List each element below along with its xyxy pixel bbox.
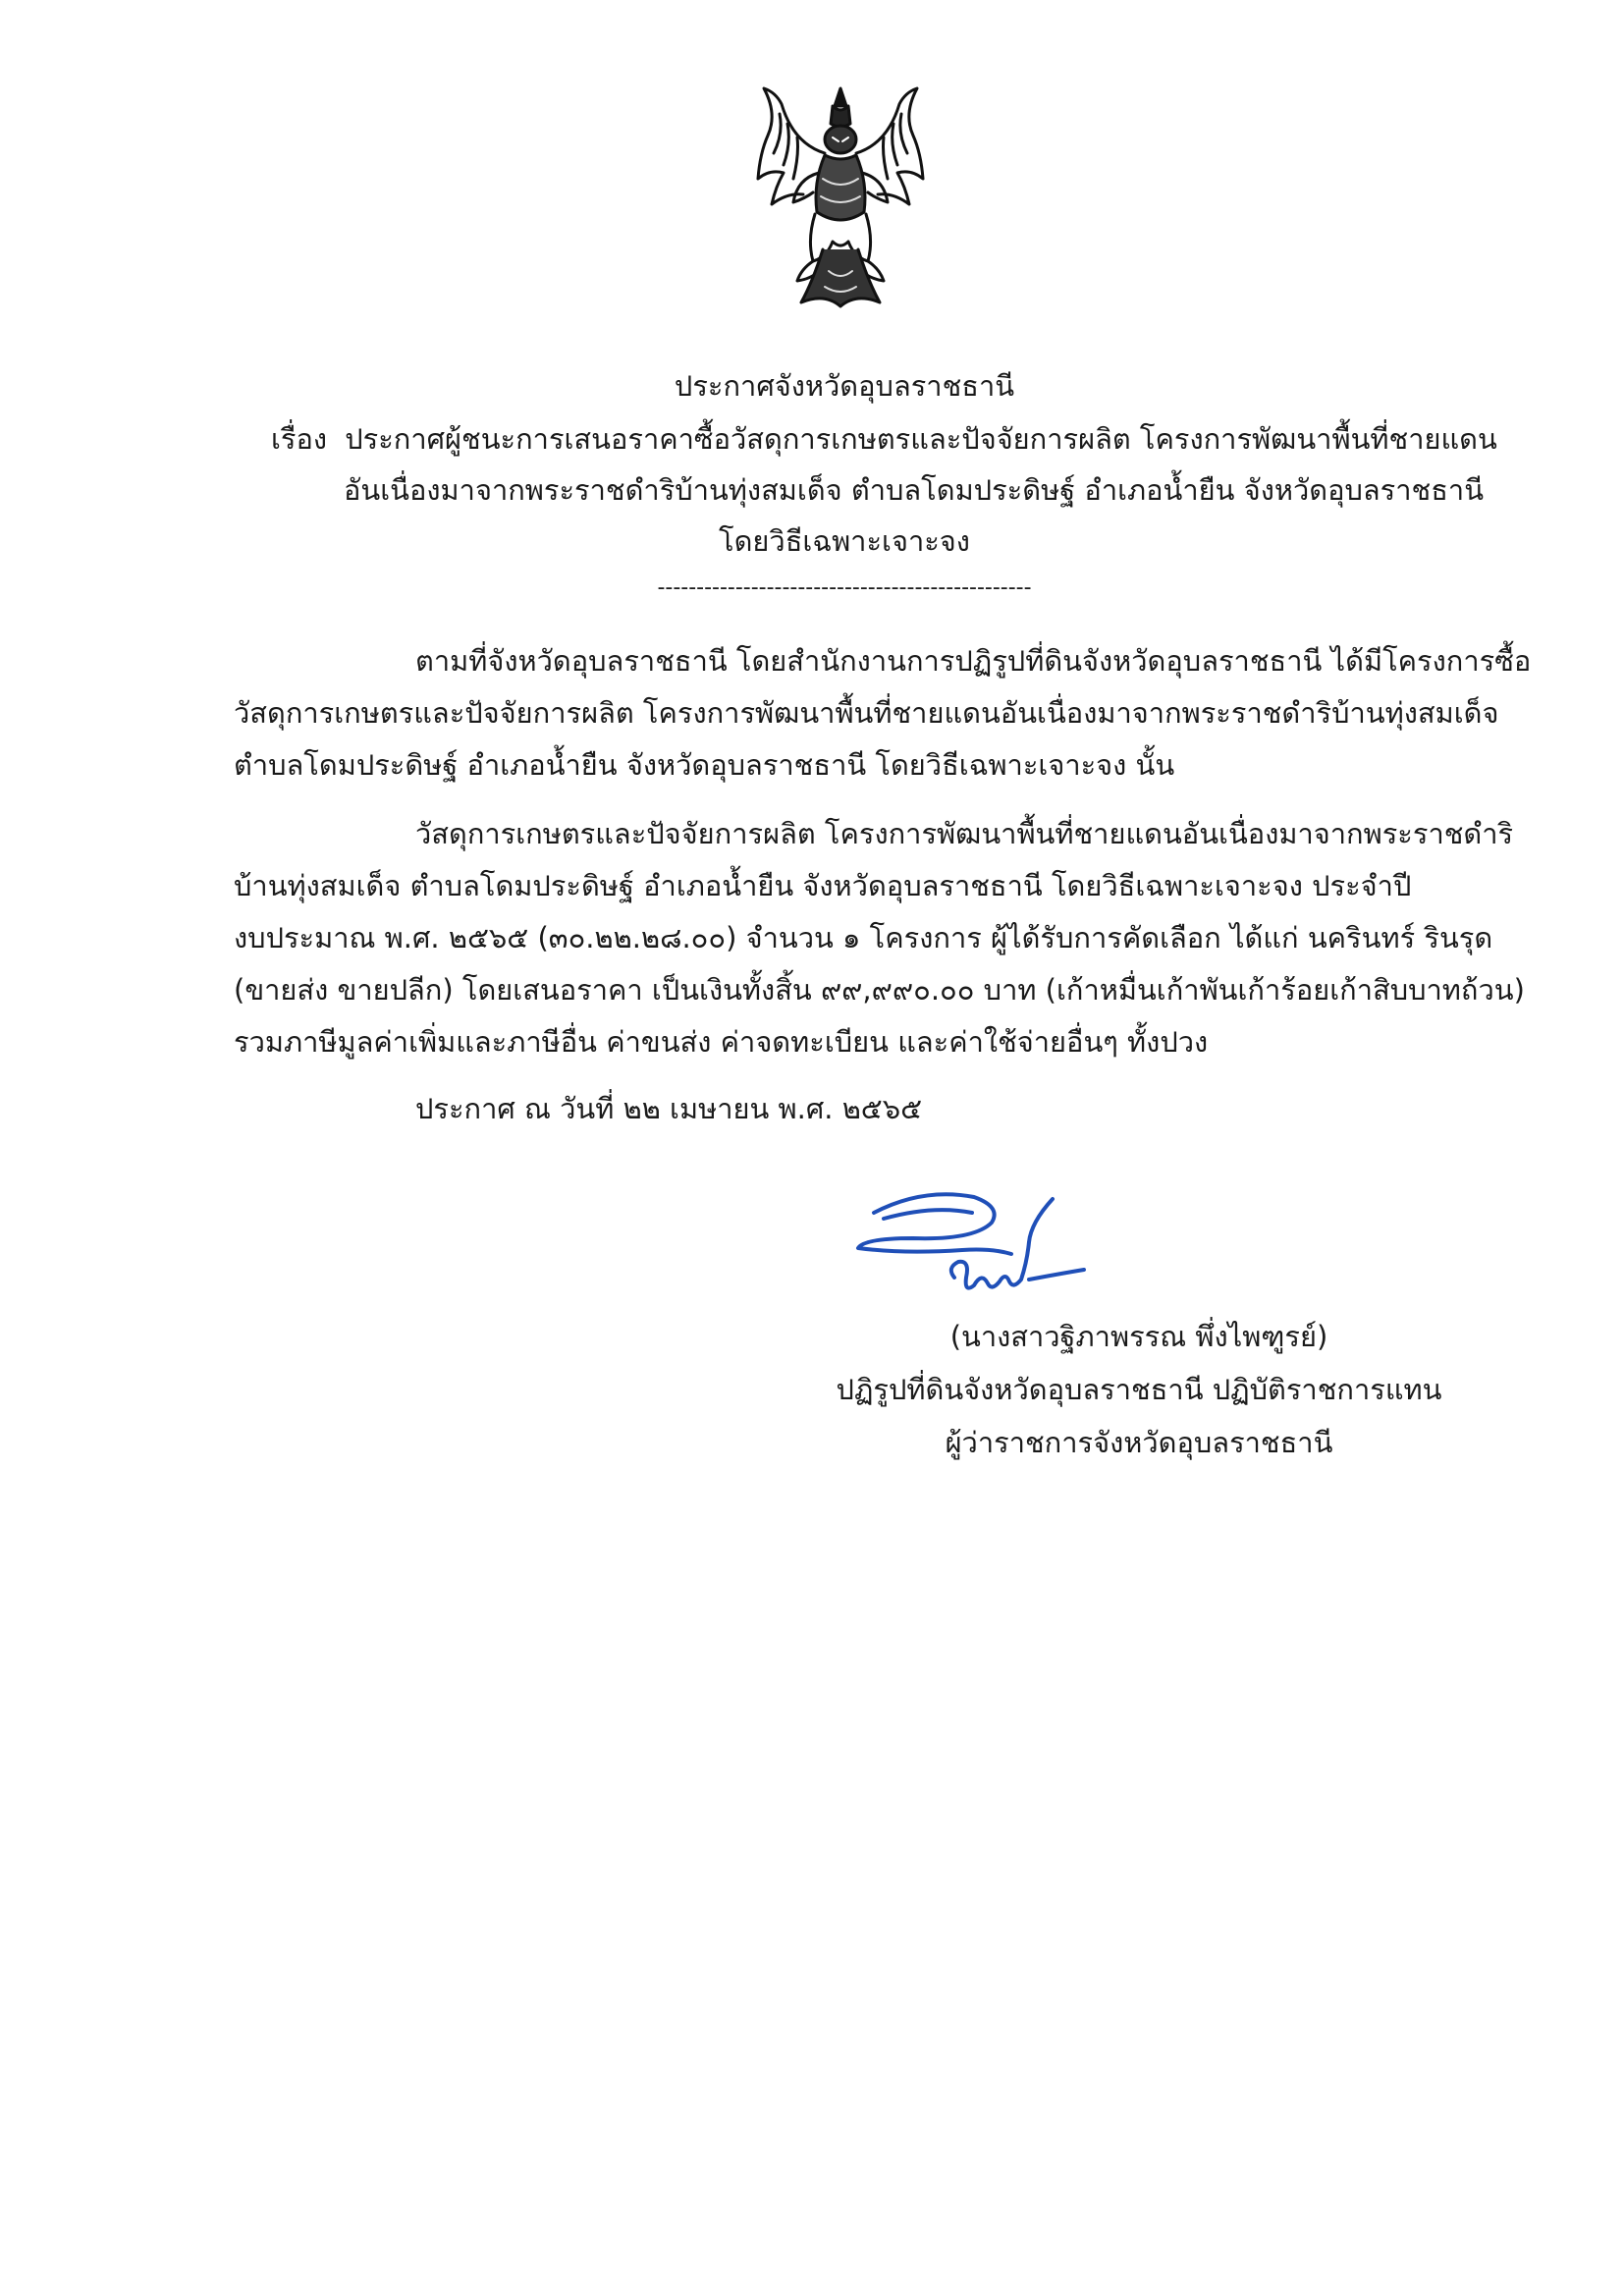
paragraph-1-line: ตามที่จังหวัดอุบลราชธานี โดยสำนักงานการปฏิรูปที่ดินจังหวัดอุบลราชธานี ได้มีโครงการซื้อ <box>415 644 1532 678</box>
signer-position-1: ปฏิรูปที่ดินจังหวัดอุบลราชธานี ปฏิบัติราชการแทน <box>836 1373 1442 1406</box>
announcement-title: ประกาศจังหวัดอุบลราชธานี <box>674 369 1015 403</box>
paragraph-2-line: วัสดุการเกษตรและปัจจัยการผลิต โครงการพัฒนาพื้นที่ชายแดนอันเนื่องมาจากพระราชดำริ <box>415 817 1514 850</box>
handwritten-signature <box>844 1183 1090 1301</box>
signer-position-2: ผู้ว่าราชการจังหวัดอุบลราชธานี <box>945 1426 1333 1459</box>
paragraph-2-line: งบประมาณ พ.ศ. ๒๕๖๕ (๓๐.๒๒.๒๘.๐๐) จำนวน ๑ โครงการ ผู้ได้รับการคัดเลือก ได้แก่ นครินทร์ รินรุด <box>234 921 1493 954</box>
subject-text-1: ประกาศผู้ชนะการเสนอราคาซื้อวัสดุการเกษตรและปัจจัยการผลิต โครงการพัฒนาพื้นที่ชายแดน <box>345 422 1497 456</box>
subject-line-3: โดยวิธีเฉพาะเจาะจง <box>719 524 970 558</box>
paragraph-2-line: บ้านทุ่งสมเด็จ ตำบลโดมประดิษฐ์ อำเภอน้ำยืน จังหวัดอุบลราชธานี โดยวิธีเฉพาะเจาะจง ประจำปี <box>234 869 1412 902</box>
signer-name: (นางสาวฐิภาพรรณ พึ่งไพฑูรย์) <box>949 1320 1328 1353</box>
announcement-date: ประกาศ ณ วันที่ ๒๒ เมษายน พ.ศ. ๒๕๖๕ <box>415 1092 923 1125</box>
subject-line-1 <box>271 416 1497 462</box>
title-divider: ------------------------------------------------ <box>657 575 1032 600</box>
subject-label: เรื่อง <box>271 422 328 456</box>
paragraph-1-line: ตำบลโดมประดิษฐ์ อำเภอน้ำยืน จังหวัดอุบลราชธานี โดยวิธีเฉพาะเจาะจง นั้น <box>234 748 1175 782</box>
garuda-emblem-icon <box>754 84 927 310</box>
paragraph-2-line: รวมภาษีมูลค่าเพิ่มและภาษีอื่น ค่าขนส่ง ค่าจดทะเบียน และค่าใช้จ่ายอื่นๆ ทั้งปวง <box>234 1025 1209 1059</box>
subject-line-2: อันเนื่องมาจากพระราชดำริบ้านทุ่งสมเด็จ ตำบลโดมประดิษฐ์ อำเภอน้ำยืน จังหวัดอุบลราชธานี <box>344 473 1485 507</box>
paragraph-2-line: (ขายส่ง ขายปลีก) โดยเสนอราคา เป็นเงินทั้งสิ้น ๙๙,๙๙๐.๐๐ บาท (เก้าหมื่นเก้าพันเก้าร้อยเก้าสิบบาทถ้วน) <box>234 973 1525 1007</box>
paragraph-1-line: วัสดุการเกษตรและปัจจัยการผลิต โครงการพัฒนาพื้นที่ชายแดนอันเนื่องมาจากพระราชดำริบ้านทุ่งสมเด็จ <box>234 696 1499 730</box>
